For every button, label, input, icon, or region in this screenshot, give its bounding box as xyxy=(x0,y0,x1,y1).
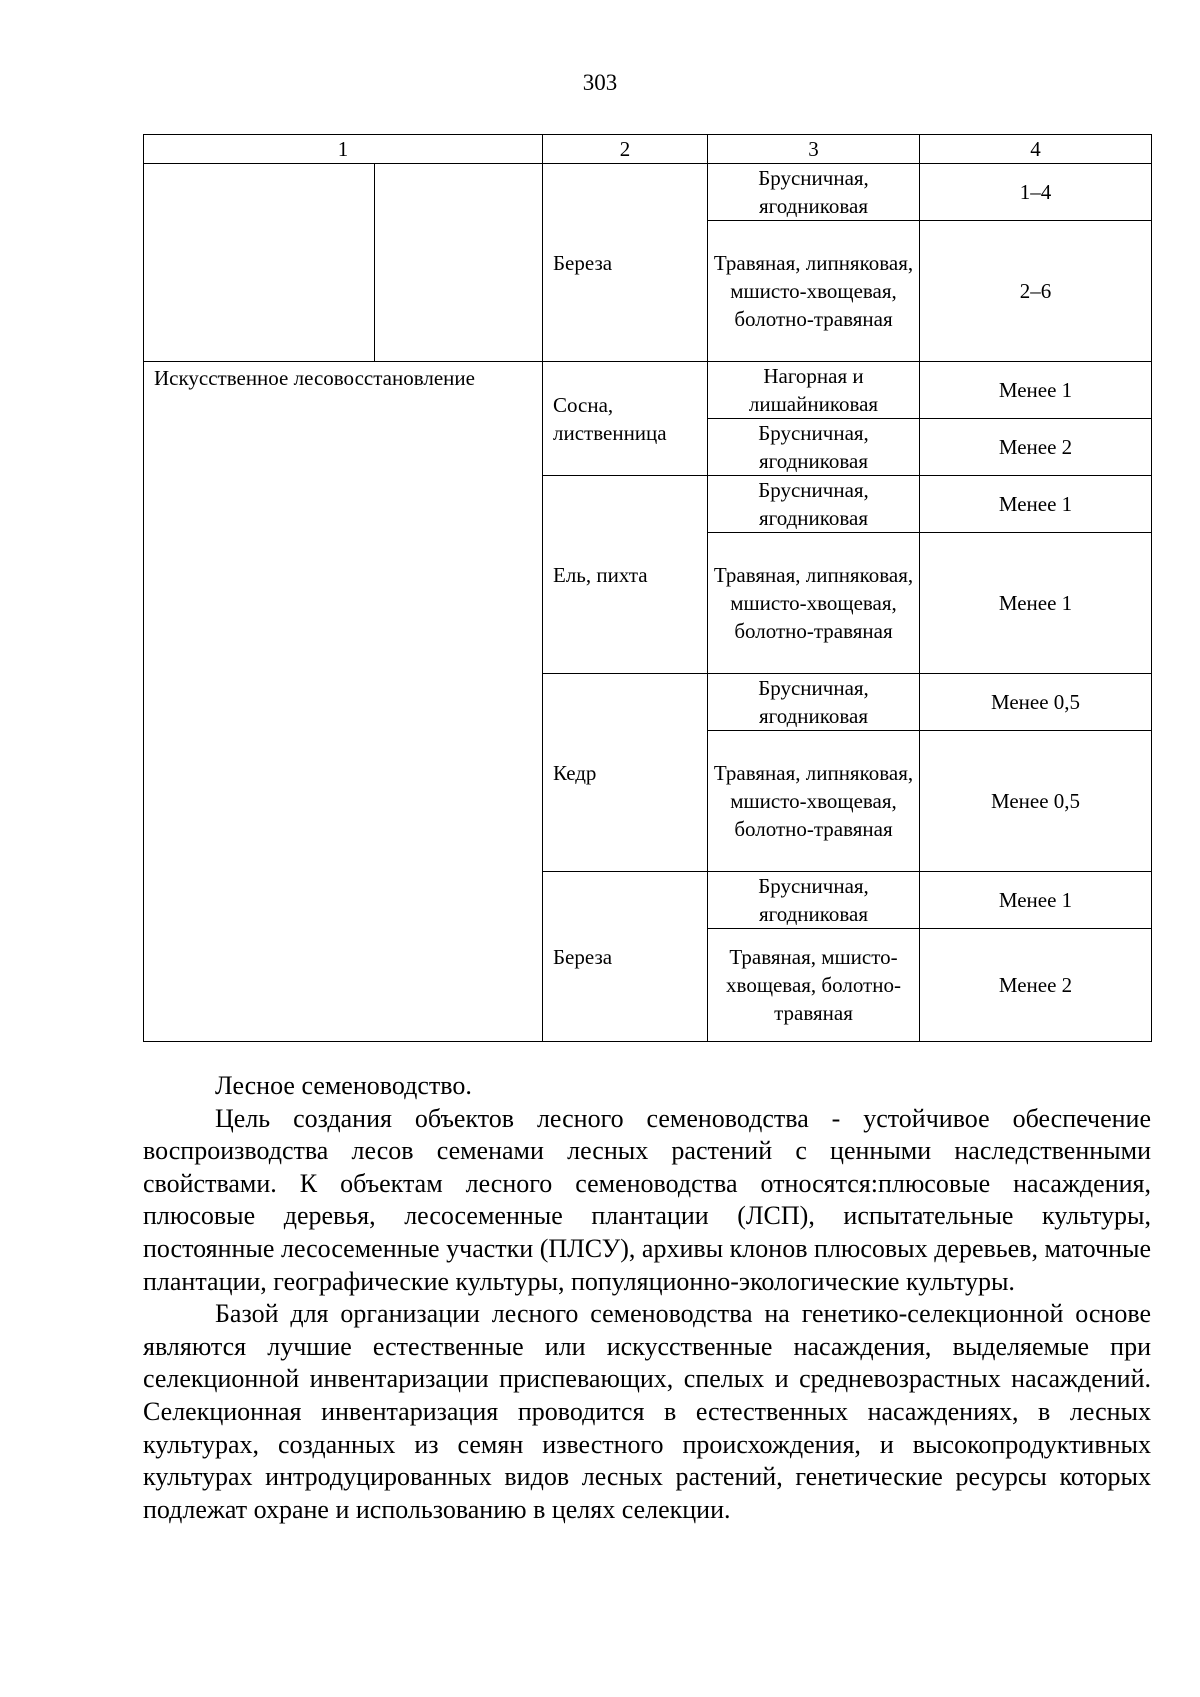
section-heading: Лесное семеноводство. xyxy=(215,1071,472,1100)
table-row xyxy=(144,362,1152,419)
column-header: 1 xyxy=(144,135,543,164)
value-cell: Менее 0,5 xyxy=(920,674,1152,731)
habitat-cell: Травяная, мшисто-хвощевая, болотно-травяная xyxy=(708,929,920,1042)
paragraph: Цель создания объектов лесного семеноводства - устойчивое обеспечение воспроизводства лесов семенами лесных растений с ценными наследственными свойствами. К объектам лесного семеноводства относятся:плюсовые насаждения, плюсовые деревья, лесосеменные плантации (ЛСП), испытательные культуры, постоянные лесосеменные участки (ПЛСУ), архивы клонов плюсовых деревьев, маточные плантации, географические культуры, популяционно-экологические культуры. xyxy=(143,1103,1151,1296)
forest-regeneration-table xyxy=(143,134,1152,1042)
value-cell: 1–4 xyxy=(920,164,1152,221)
column-header: 3 xyxy=(708,135,920,164)
page-number: 303 xyxy=(582,70,618,95)
column-header: 2 xyxy=(543,135,708,164)
habitat-cell: Травяная, липняковая, мшисто-хвощевая, болотно-травяная xyxy=(708,533,920,674)
species-cell: Сосна, лиственница xyxy=(543,362,708,476)
species-cell: Береза xyxy=(543,872,708,1042)
value-cell: Менее 1 xyxy=(920,872,1152,929)
method-cell: Искусственное лесовосстановление xyxy=(144,362,543,1042)
empty-cell xyxy=(375,164,543,362)
value-cell: Менее 1 xyxy=(920,476,1152,533)
table-row xyxy=(144,164,1152,221)
species-cell: Кедр xyxy=(543,674,708,872)
empty-cell xyxy=(144,164,375,362)
habitat-cell: Нагорная и лишайниковая xyxy=(708,362,920,419)
paragraph: Базой для организации лесного семеноводства на генетико-селекционной основе являются лучшие естественные или искусственные насаждения, выделяемые при селекционной инвентаризации приспевающих, спелых и средневозрастных насаждений. Селекционная инвентаризация проводится в естественных насаждениях, в лесных культурах, созданных из семян известного происхождения, и высокопродуктивных культурах интродуцированных видов лесных растений, генетические ресурсы которых подлежат охране и использованию в целях селекции. xyxy=(143,1299,1151,1524)
value-cell: Менее 2 xyxy=(920,929,1152,1042)
species-cell: Ель, пихта xyxy=(543,476,708,674)
habitat-cell: Травяная, липняковая, мшисто-хвощевая, болотно-травяная xyxy=(708,221,920,362)
body-text xyxy=(143,1070,1151,1526)
species-cell: Береза xyxy=(543,164,708,362)
habitat-cell: Брусничная, ягодниковая xyxy=(708,164,920,221)
value-cell: Менее 1 xyxy=(920,362,1152,419)
table-header-row xyxy=(144,135,1152,164)
value-cell: 2–6 xyxy=(920,221,1152,362)
value-cell: Менее 0,5 xyxy=(920,731,1152,872)
value-cell: Менее 1 xyxy=(920,533,1152,674)
habitat-cell: Брусничная, ягодниковая xyxy=(708,419,920,476)
habitat-cell: Брусничная, ягодниковая xyxy=(708,674,920,731)
habitat-cell: Травяная, липняковая, мшисто-хвощевая, болотно-травяная xyxy=(708,731,920,872)
column-header: 4 xyxy=(920,135,1152,164)
habitat-cell: Брусничная, ягодниковая xyxy=(708,872,920,929)
habitat-cell: Брусничная, ягодниковая xyxy=(708,476,920,533)
value-cell: Менее 2 xyxy=(920,419,1152,476)
